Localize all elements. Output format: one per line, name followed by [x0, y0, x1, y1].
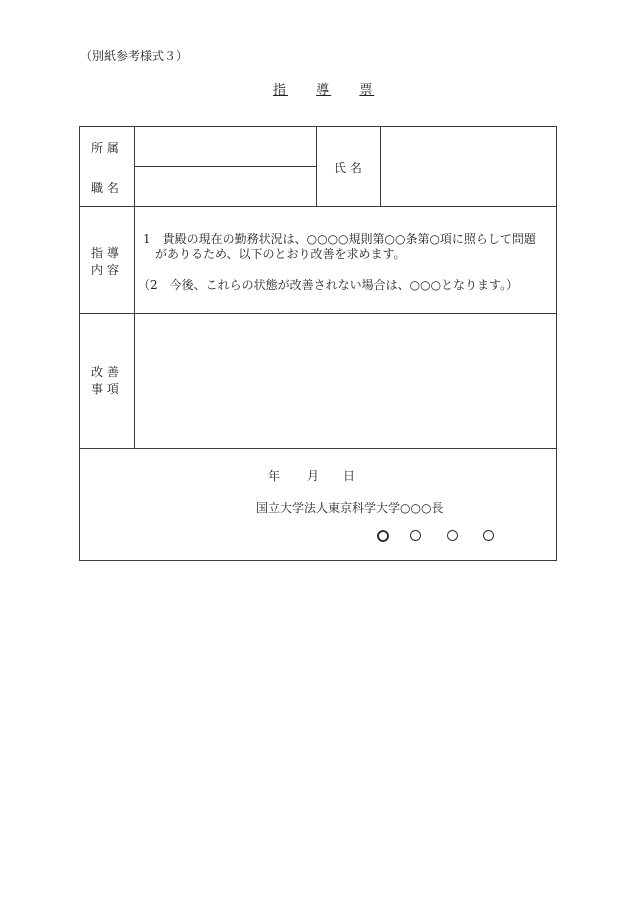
affiliation-label: 所 属	[91, 141, 119, 155]
document-title	[273, 79, 374, 98]
name-label: 氏 名	[334, 161, 362, 175]
position-label: 職 名	[91, 181, 119, 195]
title-char-3: 票	[359, 83, 375, 98]
guidance-text-line-3: （2 今後、これらの状態が改善されない場合は、○○○となります。）	[138, 278, 519, 292]
title-char-1: 指	[273, 83, 289, 98]
guidance-label	[91, 245, 119, 279]
title-char-2: 導	[316, 83, 332, 98]
improvement-label-line-2: 事 項	[91, 382, 119, 396]
affiliation-field[interactable]	[136, 128, 315, 165]
signature-circle-4	[483, 530, 494, 541]
position-field[interactable]	[136, 168, 315, 205]
issuer-title: 国立大学法人東京科学大学○○○長	[256, 501, 444, 515]
guidance-label-line-2: 内 容	[91, 263, 119, 277]
signature-circle-3	[447, 530, 458, 541]
signature-circle-2	[410, 530, 421, 541]
guidance-label-line-1: 指 導	[91, 246, 119, 260]
improvement-label	[91, 364, 119, 398]
guidance-text-line-1: 1 貴殿の現在の勤務状況は、○○○○規則第○○条第○項に照らして問題	[143, 232, 536, 246]
date-year: 年	[268, 469, 281, 483]
date-month: 月	[307, 469, 320, 483]
improvement-label-line-1: 改 善	[91, 365, 119, 379]
signature-circle-1	[377, 530, 389, 542]
guidance-text-line-2: がありるため、以下のとおり改善を求めます。	[155, 247, 406, 261]
form-reference: （別紙参考様式３）	[80, 49, 189, 63]
name-field[interactable]	[382, 128, 555, 205]
date-day: 日	[343, 469, 356, 483]
improvement-field[interactable]	[136, 315, 555, 447]
